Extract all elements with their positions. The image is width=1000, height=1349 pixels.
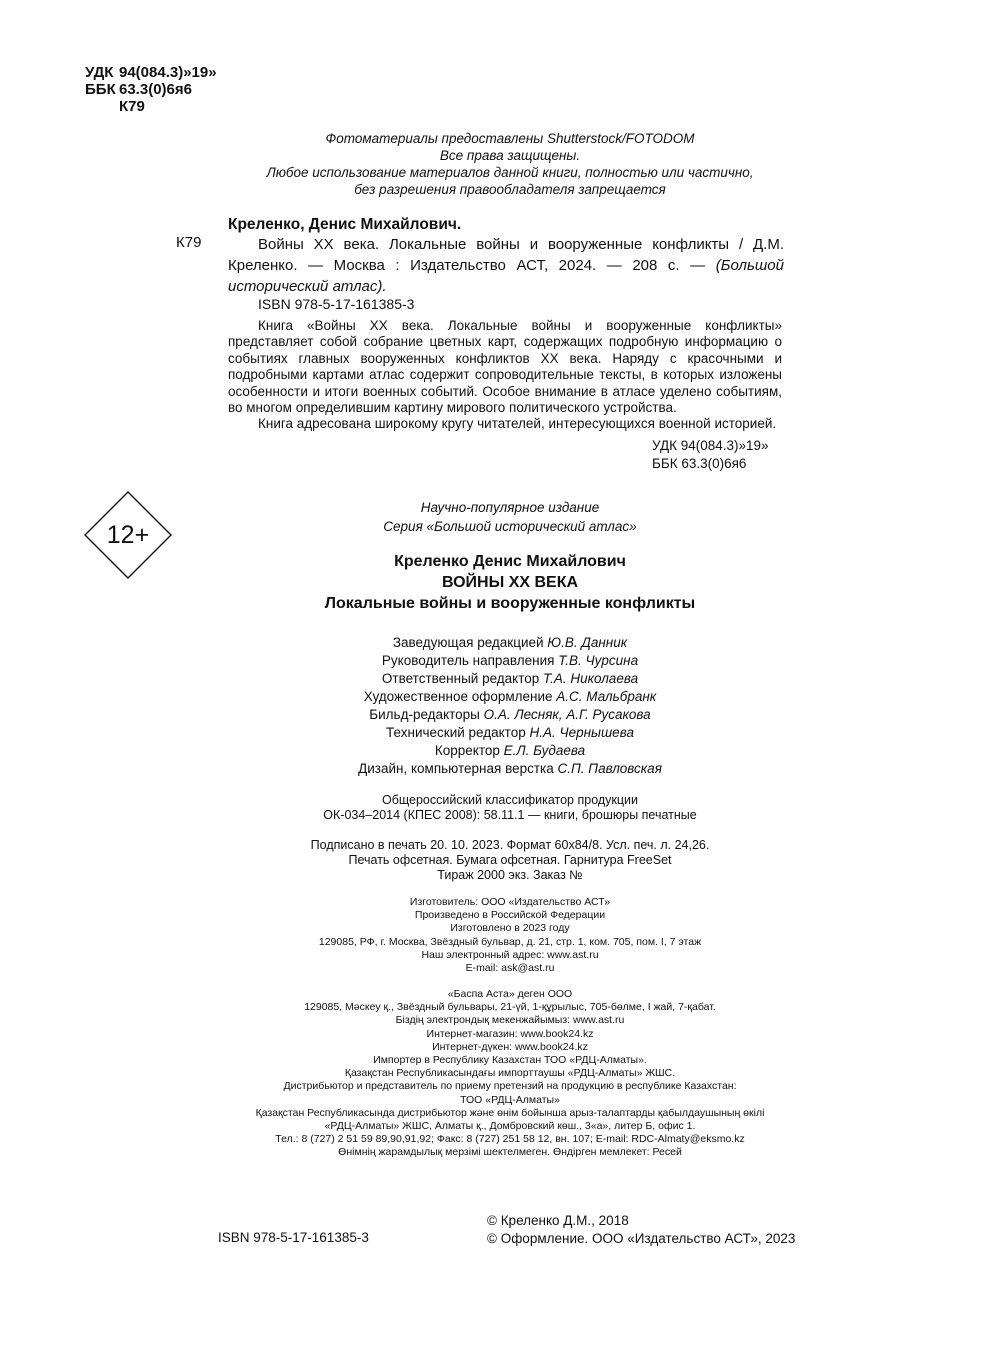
credit-name: О.А. Лесняк, А.Г. Русакова bbox=[483, 707, 651, 722]
copyright-block bbox=[487, 1212, 795, 1248]
bib-title-text: Войны ХХ века. Локальные войны и вооруженные конфликты / Д.М. Креленко. — Москва : Издательство АСТ, 2024. — 208 с. — bbox=[228, 236, 784, 274]
notice-line: без разрешения правообладателя запрещается bbox=[354, 182, 666, 197]
kz-line: Қазақстан Республикасындағы импорттаушы «РДЦ-Алматы» ЖШС. bbox=[344, 1067, 676, 1080]
bib-mark: К79 bbox=[176, 234, 202, 251]
credit-name: С.П. Павловская bbox=[557, 761, 662, 776]
manufacturer-info bbox=[200, 896, 820, 975]
series-block bbox=[300, 498, 720, 536]
abstract-codes bbox=[652, 437, 769, 473]
abstract-bbk: ББК 63.3(0)6я6 bbox=[652, 456, 747, 471]
kz-line: Интернет-магазин: www.book24.kz bbox=[426, 1027, 594, 1040]
udk-value: 94(084.3)»19» bbox=[119, 64, 217, 81]
bib-series: (Большой исторический атлас). bbox=[228, 257, 784, 295]
credit-role: Технический редактор bbox=[386, 725, 526, 740]
udk-label: УДК bbox=[85, 64, 114, 81]
credit-name: А.С. Мальбранк bbox=[556, 689, 657, 704]
manufacturer-line: Изготовитель: ООО «Издательство АСТ» bbox=[409, 896, 611, 908]
copyright-line: © Оформление. ООО «Издательство АСТ», 2023 bbox=[487, 1231, 796, 1246]
rights-notice bbox=[200, 130, 820, 198]
kz-line: Қазақстан Республикасында дистрибьютор және өнім бойынша арыз-талаптарды қабылдаушының өкілі bbox=[255, 1106, 765, 1119]
catalog-codes bbox=[85, 64, 217, 115]
bbk-value: 63.3(0)6я6 bbox=[119, 81, 192, 98]
credit-name: Т.В. Чурсина bbox=[558, 653, 639, 668]
credit-name: Н.А. Чернышева bbox=[529, 725, 634, 740]
product-classifier bbox=[300, 793, 720, 823]
manufacturer-line: E-mail: ask@ast.ru bbox=[465, 962, 555, 975]
credit-role: Художественное оформление bbox=[363, 689, 553, 704]
credit-line bbox=[300, 706, 720, 724]
kazakhstan-info bbox=[180, 988, 840, 1160]
credit-line bbox=[300, 688, 720, 706]
notice-line: Любое использование материалов данной книги, полностью или частично, bbox=[266, 165, 754, 180]
series-name: Серия «Большой исторический атлас» bbox=[383, 519, 637, 534]
footer-isbn: ISBN 978-5-17-161385-3 bbox=[218, 1230, 369, 1245]
credit-name: Е.Л. Будаева bbox=[503, 743, 586, 758]
kz-line: Тел.: 8 (727) 2 51 59 89,90,91,92; Факс: 8 (727) 251 58 12, вн. 107; E-mail: RDC-Almaty@eksmo.kz bbox=[275, 1133, 745, 1146]
age-rating-label: 12+ bbox=[106, 520, 150, 549]
credit-role: Дизайн, компьютерная верстка bbox=[358, 761, 554, 776]
credits-list bbox=[300, 634, 720, 778]
credit-name: Ю.В. Данник bbox=[547, 635, 628, 650]
book-title: ВОЙНЫ ХХ ВЕКА bbox=[441, 574, 579, 591]
kz-line: Біздің электрондық мекенжайымыз: www.ast.ru bbox=[395, 1014, 625, 1027]
print-info bbox=[250, 838, 770, 883]
credit-role: Ответственный редактор bbox=[381, 671, 540, 686]
title-author: Креленко Денис Михайлович bbox=[394, 553, 626, 570]
kz-line: 129085, Мәскеу қ., Звёздный бульвары, 21-үй, 1-құрылыс, 705-бөлме, I жай, 7-қабат. bbox=[304, 1001, 716, 1014]
bib-author: Креленко, Денис Михайлович. bbox=[228, 216, 462, 233]
bbk-label: ББК bbox=[85, 81, 116, 98]
abstract bbox=[228, 318, 782, 433]
kz-line: ТОО «РДЦ-Алматы» bbox=[460, 1093, 560, 1106]
book-subtitle: Локальные войны и вооруженные конфликты bbox=[324, 595, 696, 612]
author-mark: К79 bbox=[119, 98, 145, 115]
notice-line: Все права защищены. bbox=[439, 148, 581, 163]
bib-title bbox=[228, 234, 784, 297]
copyright-line: © Креленко Д.М., 2018 bbox=[487, 1213, 629, 1228]
credit-role: Корректор bbox=[434, 743, 500, 758]
classifier-line: Общероссийский классификатор продукции bbox=[381, 793, 639, 807]
kz-line: «РДЦ-Алматы» ЖШС, Алматы қ., Домбровский көш., 3«а», литер Б, офис 1. bbox=[324, 1120, 696, 1133]
credit-role: Заведующая редакцией bbox=[392, 635, 544, 650]
print-line: Подписано в печать 20. 10. 2023. Формат 60х84/8. Усл. печ. л. 24,26. bbox=[310, 838, 710, 852]
credit-line bbox=[300, 670, 720, 688]
credit-role: Бильд-редакторы bbox=[369, 707, 480, 722]
classifier-line: ОК-034–2014 (КПЕС 2008): 58.11.1 — книги, брошюры печатные bbox=[323, 808, 697, 822]
manufacturer-line: 129085, РФ, г. Москва, Звёздный бульвар, д. 21, стр. 1, ком. 705, пом. I, 7 этаж bbox=[318, 935, 702, 948]
abstract-udk: УДК 94(084.3)»19» bbox=[652, 438, 769, 453]
manufacturer-line: Произведено в Российской Федерации bbox=[414, 909, 606, 922]
manufacturer-line: Наш электронный адрес: www.ast.ru bbox=[421, 948, 599, 961]
abstract-paragraph: Книга адресована широкому кругу читателей, интересующихся военной историей. bbox=[258, 416, 777, 432]
kz-line: Импортер в Республику Казахстан ТОО «РДЦ-Алматы». bbox=[373, 1054, 647, 1067]
credit-name: Т.А. Николаева bbox=[543, 671, 639, 686]
credit-line bbox=[300, 652, 720, 670]
abstract-paragraph: Книга «Войны ХХ века. Локальные войны и вооруженные конфликты» представляет собой собрание цветных карт, содержащих подробную информацию о событиях главных вооруженных конфликтов ХХ века. Наряду с красочными и подробными картами атлас содержит сопроводительные тексты, в которых изложены особенности и итоги военных событий. Особое внимание в атласе уделено событиям, во многом определившим картину мирового политического устройства. bbox=[228, 318, 782, 416]
series-kind: Научно-популярное издание bbox=[420, 500, 600, 515]
bib-isbn: ISBN 978-5-17-161385-3 bbox=[258, 296, 415, 312]
title-block bbox=[200, 551, 820, 614]
kz-line: Интернет-дүкен: www.book24.kz bbox=[432, 1040, 588, 1053]
print-line: Тираж 2000 экз. Заказ № bbox=[437, 868, 583, 882]
credit-line bbox=[300, 742, 720, 760]
credit-line bbox=[300, 724, 720, 742]
kz-line: Өнімнің жарамдылық мерзімі шектелмеген. Өндірген мемлекет: Ресей bbox=[338, 1146, 682, 1159]
manufacturer-line: Изготовлено в 2023 году bbox=[450, 922, 570, 935]
credit-line bbox=[300, 634, 720, 652]
credit-role: Руководитель направления bbox=[381, 653, 555, 668]
print-line: Печать офсетная. Бумага офсетная. Гарнитура FreeSet bbox=[348, 853, 672, 867]
kz-line: «Баспа Аста» деген ООО bbox=[447, 988, 573, 1000]
kz-line: Дистрибьютор и представитель по приему претензий на продукцию в республике Казахстан: bbox=[283, 1080, 737, 1093]
credit-line bbox=[300, 760, 720, 778]
notice-line: Фотоматериалы предоставлены Shutterstock/FOTODOM bbox=[325, 131, 695, 146]
